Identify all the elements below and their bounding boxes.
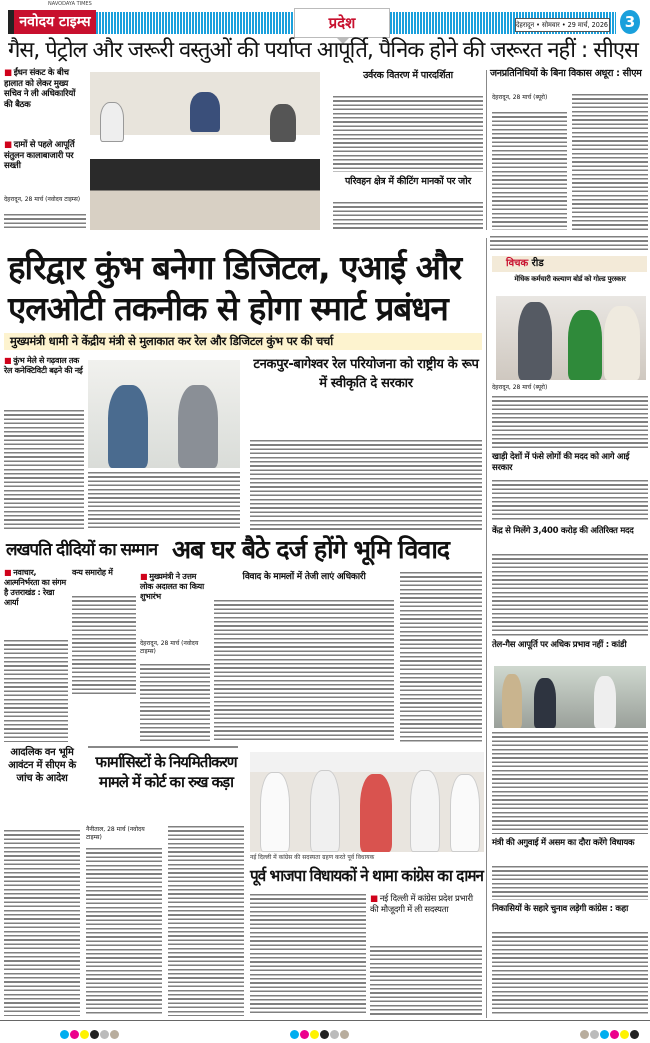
article-body-text xyxy=(572,94,648,230)
article-body-text xyxy=(400,572,482,742)
land-bullet: ■ मुख्यमंत्री ने उत्तम लोक अदालत का किया शुभारंभ xyxy=(140,572,210,602)
pharma-headline: फार्मासिस्टों के नियमितीकरण मामले में कोर्ट का रुख कड़ा xyxy=(95,753,237,791)
lakhpati-subhead: वन्य समारोह में xyxy=(72,568,113,577)
page-number: 3 xyxy=(620,10,640,34)
article-body-text xyxy=(333,202,483,230)
land-subhead: विवाद के मामलों में तेजी लाएं अधिकारी xyxy=(242,572,366,582)
cm-dev-headline: जनप्रतिनिधियों के बिना विकास अधूरा : सीएम xyxy=(490,68,642,79)
column-divider xyxy=(486,238,487,1018)
lead-bullet: ■ ईंधन संकट के बीच हालात को लेकर मुख्य सचिव ने ली अधिकारियों की बैठक xyxy=(4,68,86,110)
newspaper-logo: नवोदय टाइम्स xyxy=(8,10,96,34)
article-body-text xyxy=(490,236,648,252)
masthead-small-label: NAVODAYA TIMES xyxy=(48,1,92,7)
briefs-label-red: विचक xyxy=(506,258,529,269)
article-body-text xyxy=(492,396,648,448)
forest-headline: आदलिक वन भूमि आवंटन में सीएम के जांच के आदेश xyxy=(8,747,76,784)
meeting-photo xyxy=(90,72,320,230)
person-figure xyxy=(100,102,124,142)
award-caption: मेधिक कर्मचारी कल्याण बोर्ड को गोल्ड पुरस्कार xyxy=(514,275,626,283)
brief-headline: केंद्र से मिलेंगे 3,400 करोड़ की अतिरिक्त मदद xyxy=(492,526,634,536)
page-bottom-rule xyxy=(0,1020,650,1021)
kumbh-subhead: मुख्यमंत्री धामी ने केंद्रीय मंत्री से मुलाकात कर रेल और डिजिटल कुंभ पर की चर्चा xyxy=(4,333,482,350)
pharma-dateline: नैनीताल, 28 मार्च (नवोदय टाइम्स) xyxy=(86,826,162,842)
fertilizer-headline: उर्वरक वितरण में पारदर्शिता xyxy=(363,70,453,81)
congress-joining-photo xyxy=(250,752,484,852)
article-body-text xyxy=(4,640,68,742)
article-body-text xyxy=(250,440,482,530)
color-registration-marks xyxy=(580,1024,640,1043)
award-photo xyxy=(496,296,646,380)
lead-headline: गैस, पेट्रोल और जरूरी वस्तुओं की पर्याप्त आपूर्ति, पैनिक होने की जरूरत नहीं : सीएस xyxy=(8,38,638,63)
article-body-text xyxy=(333,96,483,172)
kumbh-bullet: ■ कुंभ मेले से गढ़वाल तक रेल कनेक्टिविटी बढ़ने की नई xyxy=(4,356,84,376)
article-body-text xyxy=(88,472,240,530)
article-body-text xyxy=(492,866,648,900)
person-figure xyxy=(260,772,290,852)
cm-dev-dateline: देहरादून, 28 मार्च (ब्यूरो) xyxy=(492,94,567,102)
article-body-text xyxy=(72,596,136,694)
congress-headline xyxy=(250,864,484,888)
person-figure xyxy=(450,774,480,852)
person-figure xyxy=(410,770,440,852)
brief-headline: तेल-गैस आपूर्ति पर अधिक प्रभाव नहीं : कांडी xyxy=(492,640,627,650)
land-dateline: देहरादून, 28 मार्च (नवोदय टाइम्स) xyxy=(140,640,210,656)
article-body-text xyxy=(4,214,86,230)
fitted-text: देहरादून • सोमवार • 29 मार्च, 2026 xyxy=(516,21,609,29)
article-body-text xyxy=(492,554,648,636)
person-figure xyxy=(270,104,296,142)
person-figure xyxy=(502,674,522,728)
article-body-text xyxy=(250,894,366,1016)
lakhpati-headline: लखपति दीदियों का सम्मान xyxy=(6,540,158,560)
person-figure xyxy=(310,770,340,852)
person-figure xyxy=(594,676,616,728)
minister-visit-photo xyxy=(494,666,646,728)
divider xyxy=(88,746,238,748)
brief-headline: मंत्री की अगुवाई में असम का दौरा करेंगे विधायक xyxy=(492,838,635,848)
congress-subhead: ■ नई दिल्ली में कांग्रेस प्रदेश प्रभारी की मौजूदगी में ली सदस्यता xyxy=(370,894,482,916)
article-body-text xyxy=(214,600,394,742)
fitted-text: पूर्व भाजपा विधायकों ने थामा कांग्रेस का दामन xyxy=(250,866,483,885)
person-figure xyxy=(534,678,556,728)
briefs-dateline: देहरादून, 28 मार्च (ब्यूरो) xyxy=(492,384,648,392)
land-headline: अब घर बैठे दर्ज होंगे भूमि विवाद xyxy=(172,535,450,564)
edition-date xyxy=(515,18,610,32)
article-body-text xyxy=(492,480,648,522)
briefs-label-text: रीड xyxy=(531,258,544,269)
person-figure xyxy=(604,306,640,380)
article-body-text xyxy=(492,112,567,230)
article-body-text xyxy=(492,932,648,1014)
person-figure xyxy=(108,385,148,468)
article-body-text xyxy=(86,848,162,1016)
rail-headline: टनकपुर-बागेश्वर रेल परियोजना को राष्ट्रीय के रूप में स्वीकृति दे सरकार xyxy=(253,357,479,391)
kumbh-headline-line1: हरिद्वार कुंभ बनेगा डिजिटल, एआई और xyxy=(8,248,462,287)
lakhpati-bullet: ■ नवाचार, आत्मनिर्भरता का संगम है उत्तराखंड : रेखा आर्या xyxy=(4,568,68,608)
article-body-text xyxy=(4,410,84,530)
section-label: प्रदेश xyxy=(294,8,390,38)
briefs-label xyxy=(492,256,647,272)
article-body-text xyxy=(168,826,244,1016)
article-body-text xyxy=(140,664,210,742)
lead-bullet: ■ दामों से पहले आपूर्ति संतुलन कालाबाजारी पर सख्ती xyxy=(4,140,86,172)
brief-headline: खाड़ी देशों में फंसे लोगों की मदद को आगे आई सरकार xyxy=(492,452,630,473)
person-figure xyxy=(360,774,392,852)
lead-dateline: देहरादून, 28 मार्च (नवोदय टाइम्स) xyxy=(4,196,86,204)
article-body-text xyxy=(370,946,482,1016)
person-figure xyxy=(178,385,218,468)
color-registration-marks xyxy=(290,1024,350,1043)
congress-photo-caption: नई दिल्ली में कांग्रेस की सदस्यता ग्रहण करते पूर्व विधायक xyxy=(250,854,375,861)
article-body-text xyxy=(492,732,648,834)
column-divider xyxy=(486,70,487,230)
cm-meeting-photo xyxy=(88,360,240,468)
brief-headline: निकासियों के सहारे चुनाव लड़ेगी कांग्रेस : कहा xyxy=(492,904,629,914)
person-figure xyxy=(518,302,552,380)
fertilizer-subhead: परिवहन क्षेत्र में कीटिंग मानकों पर जोर xyxy=(345,176,471,187)
kumbh-headline-line2: एलओटी तकनीक से होगा स्मार्ट प्रबंधन xyxy=(8,289,448,328)
color-registration-marks xyxy=(60,1024,120,1043)
person-figure xyxy=(190,92,220,132)
person-figure xyxy=(568,310,602,380)
article-body-text xyxy=(4,830,80,1016)
